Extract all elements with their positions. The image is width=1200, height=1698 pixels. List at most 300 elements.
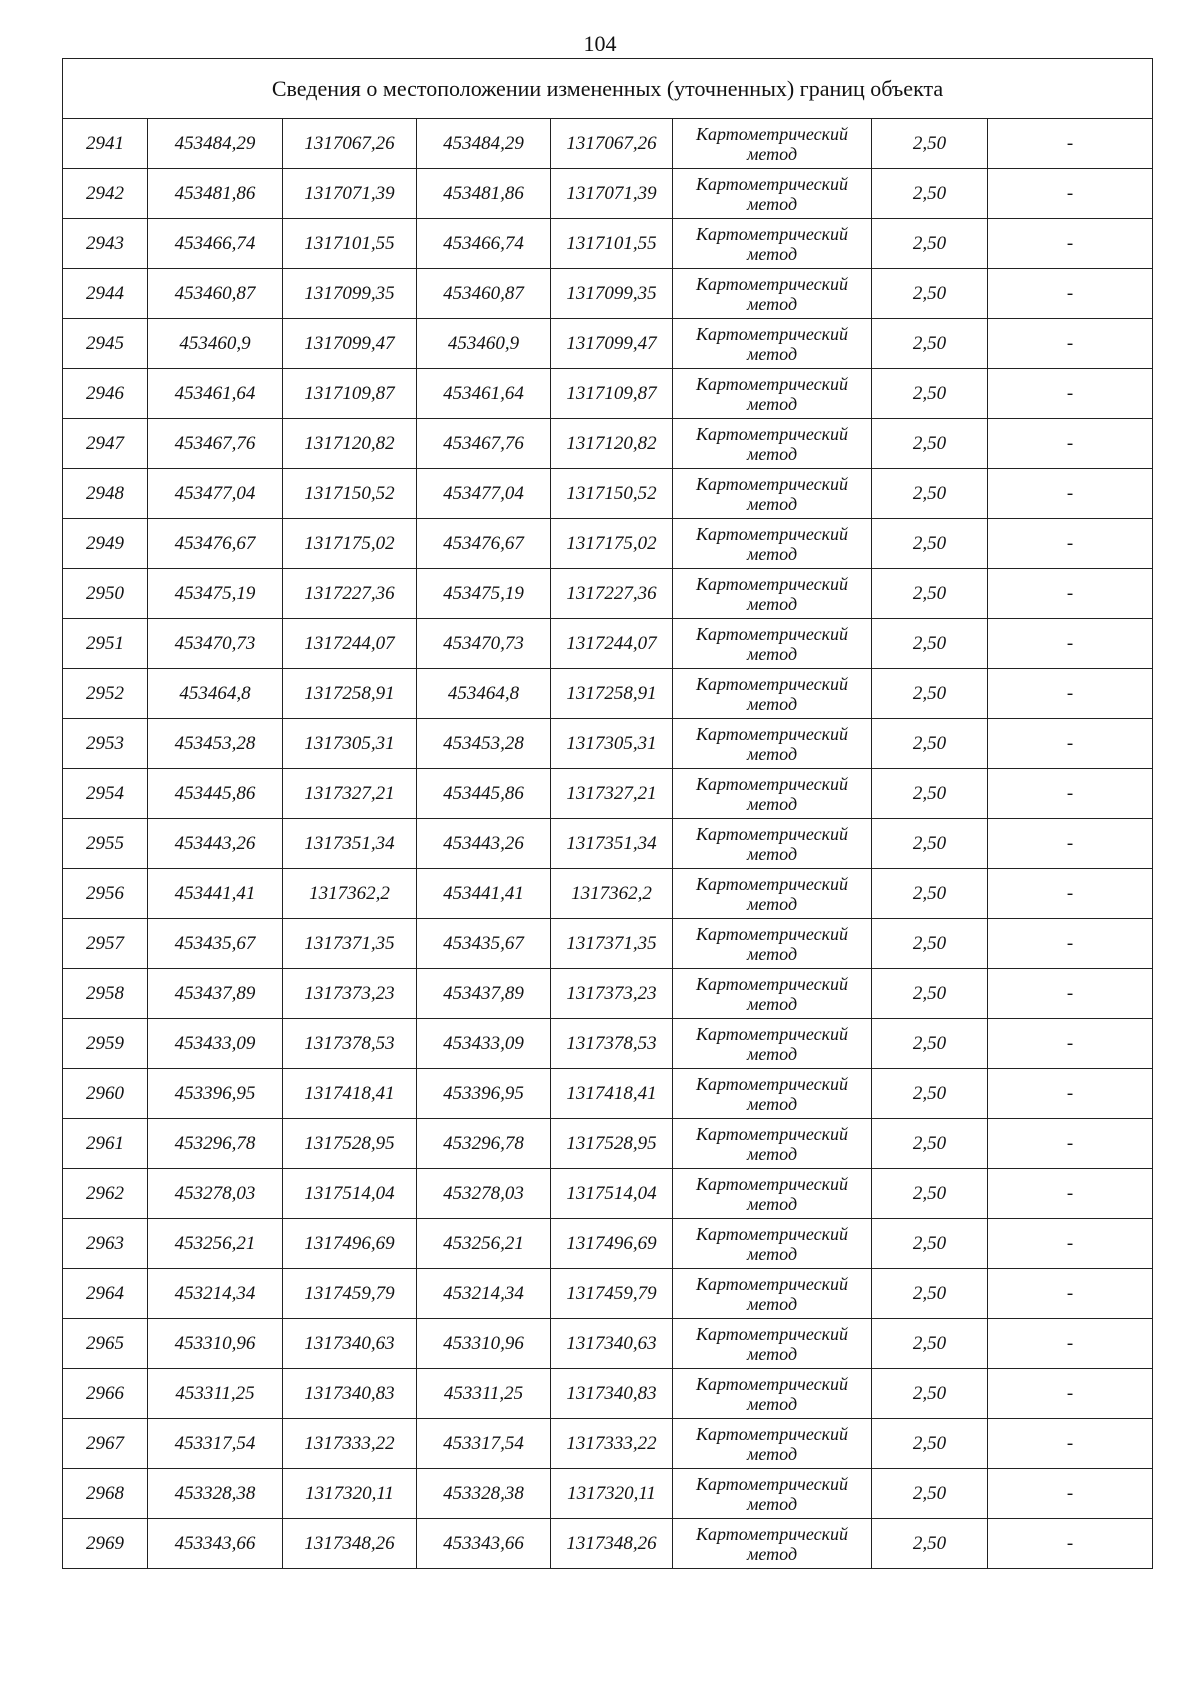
cell-x-existing: 453443,26 [148,819,283,869]
cell-x-existing: 453460,9 [148,319,283,369]
cell-accuracy: 2,50 [872,1369,988,1419]
cell-y-new: 1317418,41 [551,1069,673,1119]
cell-x-existing: 453437,89 [148,969,283,1019]
method-line-1: Картометрический [695,423,848,444]
cell-method [673,1069,872,1119]
table-row [63,619,1153,669]
cell-point-number: 2964 [63,1269,148,1319]
cell-method [673,119,872,169]
cell-method [673,319,872,369]
cell-x-new: 453296,78 [417,1119,551,1169]
table-row [63,1119,1153,1169]
method-line-2: метод [746,893,798,914]
cell-accuracy: 2,50 [872,569,988,619]
cell-method [673,569,872,619]
cell-accuracy: 2,50 [872,619,988,669]
table-row [63,369,1153,419]
table-row [63,919,1153,969]
cell-point-number: 2948 [63,469,148,519]
cell-description: - [988,169,1153,219]
method-line-1: Картометрический [695,773,848,794]
cell-y-new: 1317340,63 [551,1319,673,1369]
cell-y-new: 1317528,95 [551,1119,673,1169]
method-line-2: метод [746,343,798,364]
method-line-2: метод [746,443,798,464]
cell-description: - [988,119,1153,169]
cell-y-new: 1317067,26 [551,119,673,169]
cell-description: - [988,219,1153,269]
cell-accuracy: 2,50 [872,519,988,569]
table-row [63,769,1153,819]
cell-point-number: 2953 [63,719,148,769]
cell-description: - [988,869,1153,919]
cell-x-existing: 453214,34 [148,1269,283,1319]
cell-description: - [988,919,1153,969]
cell-method [673,869,872,919]
cell-x-new: 453256,21 [417,1219,551,1269]
cell-x-new: 453481,86 [417,169,551,219]
table-row [63,269,1153,319]
cell-x-existing: 453466,74 [148,219,283,269]
cell-description: - [988,669,1153,719]
cell-point-number: 2950 [63,569,148,619]
cell-y-new: 1317150,52 [551,469,673,519]
cell-y-existing: 1317348,26 [283,1519,417,1569]
cell-point-number: 2951 [63,619,148,669]
cell-method [673,1469,872,1519]
cell-accuracy: 2,50 [872,669,988,719]
method-line-2: метод [746,393,798,414]
cell-y-existing: 1317099,47 [283,319,417,369]
cell-y-new: 1317120,82 [551,419,673,469]
cell-x-new: 453460,87 [417,269,551,319]
cell-accuracy: 2,50 [872,1469,988,1519]
cell-point-number: 2945 [63,319,148,369]
cell-description: - [988,1119,1153,1169]
method-line-1: Картометрический [695,573,848,594]
method-line-1: Картометрический [695,1473,848,1494]
cell-x-existing: 453475,19 [148,569,283,619]
cell-y-existing: 1317150,52 [283,469,417,519]
method-line-2: метод [746,1193,798,1214]
table-row [63,469,1153,519]
cell-accuracy: 2,50 [872,1069,988,1119]
cell-x-new: 453464,8 [417,669,551,719]
cell-point-number: 2959 [63,1019,148,1069]
table-row [63,1319,1153,1369]
cell-accuracy: 2,50 [872,769,988,819]
cell-accuracy: 2,50 [872,269,988,319]
method-line-1: Картометрический [695,823,848,844]
cell-accuracy: 2,50 [872,819,988,869]
cell-method [673,419,872,469]
cell-x-existing: 453433,09 [148,1019,283,1069]
method-line-2: метод [746,743,798,764]
cell-point-number: 2944 [63,269,148,319]
cell-x-new: 453453,28 [417,719,551,769]
method-line-2: метод [746,1093,798,1114]
cell-point-number: 2960 [63,1069,148,1119]
cell-description: - [988,369,1153,419]
cell-point-number: 2946 [63,369,148,419]
cell-point-number: 2947 [63,419,148,469]
method-line-1: Картометрический [695,1073,848,1094]
method-line-2: метод [746,543,798,564]
method-line-1: Картометрический [695,273,848,294]
table-row [63,519,1153,569]
cell-y-existing: 1317496,69 [283,1219,417,1269]
method-line-2: метод [746,1143,798,1164]
cell-x-new: 453445,86 [417,769,551,819]
cell-accuracy: 2,50 [872,1219,988,1269]
cell-x-new: 453441,41 [417,869,551,919]
cell-y-existing: 1317514,04 [283,1169,417,1219]
cell-x-existing: 453445,86 [148,769,283,819]
cell-x-new: 453461,64 [417,369,551,419]
cell-description: - [988,1219,1153,1269]
cell-description: - [988,1319,1153,1369]
cell-accuracy: 2,50 [872,169,988,219]
cell-x-existing: 453256,21 [148,1219,283,1269]
cell-x-new: 453435,67 [417,919,551,969]
cell-y-existing: 1317227,36 [283,569,417,619]
cell-accuracy: 2,50 [872,719,988,769]
table-row [63,319,1153,369]
cell-accuracy: 2,50 [872,1269,988,1319]
table-row [63,1369,1153,1419]
table-row [63,1269,1153,1319]
cell-y-new: 1317362,2 [551,869,673,919]
method-line-2: метод [746,1243,798,1264]
method-line-2: метод [746,1493,798,1514]
table-row [63,969,1153,1019]
cell-method [673,269,872,319]
cell-x-new: 453467,76 [417,419,551,469]
cell-x-existing: 453278,03 [148,1169,283,1219]
cell-accuracy: 2,50 [872,1419,988,1469]
cell-description: - [988,1019,1153,1069]
cell-method [673,1419,872,1469]
table-row [63,819,1153,869]
cell-method [673,219,872,269]
method-line-1: Картометрический [695,473,848,494]
cell-y-existing: 1317099,35 [283,269,417,319]
cell-y-existing: 1317120,82 [283,419,417,469]
cell-y-new: 1317175,02 [551,519,673,569]
method-line-1: Картометрический [695,923,848,944]
cell-x-existing: 453460,87 [148,269,283,319]
cell-x-existing: 453311,25 [148,1369,283,1419]
cell-accuracy: 2,50 [872,469,988,519]
cell-y-new: 1317348,26 [551,1519,673,1569]
cell-x-new: 453470,73 [417,619,551,669]
method-line-2: метод [746,1443,798,1464]
cell-y-existing: 1317340,63 [283,1319,417,1369]
table-title-row [63,59,1153,119]
cell-y-existing: 1317459,79 [283,1269,417,1319]
table-row [63,1019,1153,1069]
method-line-1: Картометрический [695,1173,848,1194]
cell-point-number: 2961 [63,1119,148,1169]
method-line-1: Картометрический [695,1123,848,1144]
cell-x-existing: 453396,95 [148,1069,283,1119]
cell-description: - [988,1519,1153,1569]
table-body [63,59,1153,1569]
cell-point-number: 2942 [63,169,148,219]
cell-description: - [988,1269,1153,1319]
cell-y-existing: 1317418,41 [283,1069,417,1119]
cell-y-new: 1317320,11 [551,1469,673,1519]
cell-x-existing: 453441,41 [148,869,283,919]
cell-y-new: 1317371,35 [551,919,673,969]
cell-method [673,469,872,519]
cell-x-new: 453477,04 [417,469,551,519]
cell-description: - [988,1419,1153,1469]
method-line-1: Картометрический [695,973,848,994]
table-row [63,669,1153,719]
cell-accuracy: 2,50 [872,1169,988,1219]
table-row [63,719,1153,769]
table-row [63,1169,1153,1219]
cell-y-existing: 1317378,53 [283,1019,417,1069]
cell-accuracy: 2,50 [872,219,988,269]
method-line-2: метод [746,293,798,314]
cell-x-existing: 453310,96 [148,1319,283,1369]
method-line-2: метод [746,593,798,614]
cell-x-new: 453328,38 [417,1469,551,1519]
cell-x-existing: 453296,78 [148,1119,283,1169]
cell-y-existing: 1317258,91 [283,669,417,719]
method-line-1: Картометрический [695,1523,848,1544]
table-title: Сведения о местоположении измененных (уточненных) границ объекта [63,59,1153,119]
table-row [63,169,1153,219]
method-line-1: Картометрический [695,673,848,694]
cell-x-new: 453278,03 [417,1169,551,1219]
cell-y-existing: 1317320,11 [283,1469,417,1519]
method-line-2: метод [746,793,798,814]
cell-accuracy: 2,50 [872,1119,988,1169]
cell-y-existing: 1317333,22 [283,1419,417,1469]
cell-point-number: 2966 [63,1369,148,1419]
cell-x-existing: 453461,64 [148,369,283,419]
cell-x-new: 453396,95 [417,1069,551,1119]
cell-point-number: 2955 [63,819,148,869]
cell-y-existing: 1317101,55 [283,219,417,269]
cell-method [673,1269,872,1319]
cell-method [673,1019,872,1069]
cell-y-existing: 1317351,34 [283,819,417,869]
method-line-2: метод [746,1543,798,1564]
method-line-1: Картометрический [695,123,848,144]
method-line-1: Картометрический [695,1223,848,1244]
cell-description: - [988,1369,1153,1419]
cell-method [673,1519,872,1569]
cell-accuracy: 2,50 [872,119,988,169]
cell-x-existing: 453481,86 [148,169,283,219]
cell-accuracy: 2,50 [872,1519,988,1569]
cell-x-existing: 453484,29 [148,119,283,169]
cell-accuracy: 2,50 [872,419,988,469]
cell-method [673,769,872,819]
cell-x-new: 453214,34 [417,1269,551,1319]
cell-method [673,819,872,869]
table-row [63,1069,1153,1119]
cell-point-number: 2969 [63,1519,148,1569]
cell-point-number: 2949 [63,519,148,569]
cell-x-new: 453311,25 [417,1369,551,1419]
cell-x-existing: 453477,04 [148,469,283,519]
cell-y-existing: 1317244,07 [283,619,417,669]
cell-method [673,719,872,769]
cell-x-existing: 453470,73 [148,619,283,669]
cell-x-existing: 453435,67 [148,919,283,969]
cell-x-new: 453475,19 [417,569,551,619]
cell-x-existing: 453317,54 [148,1419,283,1469]
cell-x-new: 453484,29 [417,119,551,169]
method-line-1: Картометрический [695,1423,848,1444]
table-row [63,1469,1153,1519]
cell-method [673,969,872,1019]
table-row [63,569,1153,619]
method-line-1: Картометрический [695,1323,848,1344]
method-line-1: Картометрический [695,523,848,544]
cell-y-existing: 1317175,02 [283,519,417,569]
method-line-1: Картометрический [695,1023,848,1044]
cell-method [673,669,872,719]
cell-y-new: 1317514,04 [551,1169,673,1219]
cell-point-number: 2965 [63,1319,148,1369]
cell-description: - [988,519,1153,569]
cell-description: - [988,769,1153,819]
cell-x-new: 453443,26 [417,819,551,869]
cell-y-new: 1317327,21 [551,769,673,819]
cell-x-new: 453317,54 [417,1419,551,1469]
cell-y-new: 1317305,31 [551,719,673,769]
cell-x-new: 453476,67 [417,519,551,569]
cell-y-existing: 1317327,21 [283,769,417,819]
cell-y-existing: 1317305,31 [283,719,417,769]
cell-description: - [988,1069,1153,1119]
cell-method [673,1319,872,1369]
cell-x-new: 453310,96 [417,1319,551,1369]
table-row [63,219,1153,269]
cell-method [673,619,872,669]
cell-method [673,369,872,419]
cell-x-existing: 453343,66 [148,1519,283,1569]
cell-x-existing: 453328,38 [148,1469,283,1519]
cell-description: - [988,319,1153,369]
cell-y-new: 1317373,23 [551,969,673,1019]
method-line-2: метод [746,943,798,964]
cell-method [673,169,872,219]
cell-point-number: 2962 [63,1169,148,1219]
table-row [63,119,1153,169]
cell-y-existing: 1317109,87 [283,369,417,419]
page-number: 104 [583,31,617,56]
cell-x-existing: 453464,8 [148,669,283,719]
table-row [63,1519,1153,1569]
cell-y-existing: 1317340,83 [283,1369,417,1419]
cell-y-existing: 1317528,95 [283,1119,417,1169]
cell-point-number: 2954 [63,769,148,819]
method-line-2: метод [746,643,798,664]
cell-x-new: 453466,74 [417,219,551,269]
cell-y-new: 1317378,53 [551,1019,673,1069]
method-line-1: Картометрический [695,723,848,744]
table-row [63,1419,1153,1469]
cell-accuracy: 2,50 [872,919,988,969]
cell-point-number: 2952 [63,669,148,719]
method-line-2: метод [746,143,798,164]
cell-y-new: 1317099,35 [551,269,673,319]
cell-point-number: 2941 [63,119,148,169]
cell-point-number: 2957 [63,919,148,969]
table-row [63,419,1153,469]
cell-accuracy: 2,50 [872,969,988,1019]
cell-y-existing: 1317362,2 [283,869,417,919]
cell-point-number: 2956 [63,869,148,919]
table-row [63,869,1153,919]
method-line-2: метод [746,1343,798,1364]
cell-y-new: 1317244,07 [551,619,673,669]
method-line-1: Картометрический [695,623,848,644]
cell-x-existing: 453467,76 [148,419,283,469]
cell-x-existing: 453453,28 [148,719,283,769]
method-line-1: Картометрический [695,173,848,194]
cell-method [673,919,872,969]
cell-description: - [988,269,1153,319]
cell-y-new: 1317459,79 [551,1269,673,1319]
cell-point-number: 2968 [63,1469,148,1519]
cell-description: - [988,619,1153,669]
cell-x-new: 453433,09 [417,1019,551,1069]
cell-point-number: 2943 [63,219,148,269]
cell-point-number: 2958 [63,969,148,1019]
method-line-2: метод [746,1393,798,1414]
method-line-1: Картометрический [695,373,848,394]
cell-y-new: 1317101,55 [551,219,673,269]
cell-y-new: 1317258,91 [551,669,673,719]
cell-point-number: 2967 [63,1419,148,1469]
cell-y-new: 1317496,69 [551,1219,673,1269]
cell-accuracy: 2,50 [872,1319,988,1369]
method-line-1: Картометрический [695,323,848,344]
cell-x-new: 453437,89 [417,969,551,1019]
cell-accuracy: 2,50 [872,319,988,369]
method-line-1: Картометрический [695,1373,848,1394]
cell-description: - [988,1469,1153,1519]
method-line-2: метод [746,993,798,1014]
cell-y-new: 1317340,83 [551,1369,673,1419]
cell-method [673,1169,872,1219]
cell-y-existing: 1317373,23 [283,969,417,1019]
cell-method [673,1219,872,1269]
cell-description: - [988,419,1153,469]
table-row [63,1219,1153,1269]
method-line-1: Картометрический [695,1273,848,1294]
cell-description: - [988,969,1153,1019]
cell-x-new: 453460,9 [417,319,551,369]
method-line-2: метод [746,693,798,714]
method-line-1: Картометрический [695,223,848,244]
cell-description: - [988,469,1153,519]
method-line-2: метод [746,1043,798,1064]
cell-y-new: 1317071,39 [551,169,673,219]
cell-description: - [988,719,1153,769]
method-line-2: метод [746,1293,798,1314]
cell-y-new: 1317333,22 [551,1419,673,1469]
cell-description: - [988,569,1153,619]
